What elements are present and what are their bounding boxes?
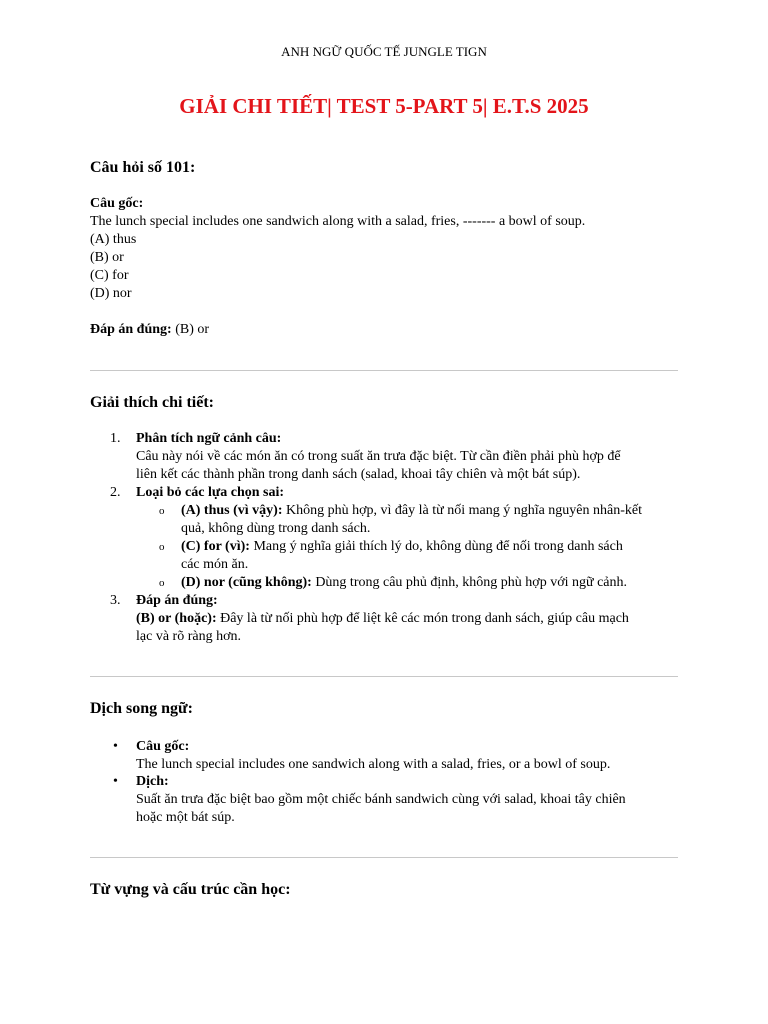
original-label: Câu gốc: [90,196,144,211]
sub-item-a: (A) thus (vì vậy): Không phù hợp, vì đây là từ nối mang ý nghĩa nguyên nhân-kết quả, không dùng trong danh sách. [181,503,642,536]
bullet-icon: • [113,774,118,789]
circle-bullet-icon: o [159,505,165,517]
sub-item-c: (C) for (vì): Mang ý nghĩa giải thích lý do, không dùng để nối trong danh sách các món ăn. [181,539,623,572]
option-b: (B) or [90,250,124,265]
option-a: (A) thus [90,232,137,247]
document-header: ANH NGỮ QUỐC TẾ JUNGLE TIGN [281,44,487,59]
option-c: (C) for [90,268,129,283]
divider [90,676,678,677]
circle-bullet-icon: o [159,577,165,589]
correct-answer: Đáp án đúng: (B) or [90,322,210,337]
circle-bullet-icon: o [159,541,165,553]
explanation-heading: Giải thích chi tiết: [90,394,214,411]
divider [90,370,678,371]
list-number: 3. [110,593,121,608]
sub-item-d: (D) nor (cũng không): Dùng trong câu phủ định, không phù hợp với ngữ cảnh. [181,575,628,590]
translation-vietnamese: Dịch: Suất ăn trưa đặc biệt bao gồm một chiếc bánh sandwich cùng với salad, khoai tây chiên hoặc một bát súp. [136,774,626,825]
translation-original: Câu gốc: The lunch special includes one sandwich along with a salad, fries, or a bowl of soup. [136,739,611,772]
divider [90,857,678,858]
question-heading: Câu hỏi số 101: [90,159,196,176]
question-sentence: The lunch special includes one sandwich along with a salad, fries, ------- a bowl of soup. [90,214,586,229]
explanation-item-eliminate: Loại bỏ các lựa chọn sai: [136,485,285,500]
explanation-item-answer: Đáp án đúng: (B) or (hoặc): Đây là từ nối phù hợp để liệt kê các món trong danh sách, giúp câu mạch lạc và rõ ràng hơn. [136,593,629,644]
translation-heading: Dịch song ngữ: [90,700,193,717]
bullet-icon: • [113,739,118,754]
list-number: 2. [110,485,121,500]
list-number: 1. [110,431,121,446]
document-title: GIẢI CHI TIẾT| TEST 5-PART 5| E.T.S 2025 [179,94,589,118]
option-d: (D) nor [90,286,132,301]
vocab-heading: Từ vựng và cấu trúc cần học: [90,881,291,898]
explanation-item-context: Phân tích ngữ cảnh câu: Câu này nói về các món ăn có trong suất ăn trưa đặc biệt. Từ cần điền phải phù hợp để liên kết các thành phần trong danh sách (salad, khoai tây chiên và một bát súp). [136,431,621,482]
